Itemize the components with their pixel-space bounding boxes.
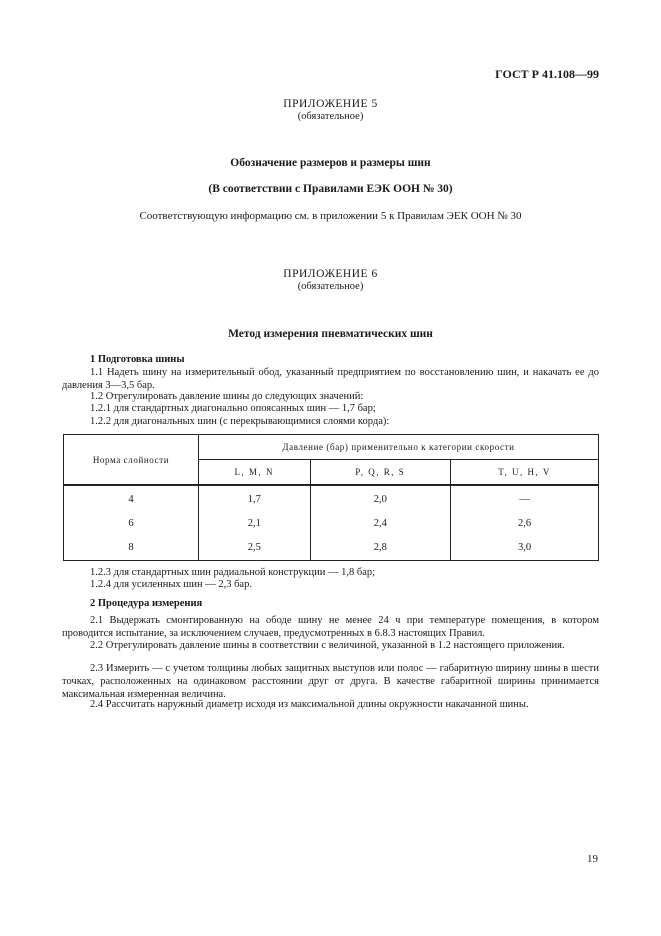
appendix5-heading: Обозначение размеров и размеры шин (230, 157, 431, 169)
speed-pqrs-column (310, 485, 451, 561)
column-header-speed-lmn: L, M, N (199, 460, 311, 486)
table-cell: 1,7 (247, 494, 261, 505)
paragraph-1-2-4: 1.2.4 для усиленных шин — 2,3 бар. (90, 579, 252, 590)
paragraph-1-2-2: 1.2.2 для диагональных шин (с перекрывающимися слоями корда): (90, 416, 390, 427)
ply-rating-column (64, 485, 199, 561)
appendix6-heading: Метод измерения пневматических шин (228, 328, 433, 340)
page-number: 19 (587, 853, 598, 865)
table-cell: 6 (128, 518, 134, 529)
appendix5-note: Соответствующую информацию см. в приложении 5 к Правилам ЭЕК ООН № 30 (139, 210, 522, 222)
table-cell: 2,5 (247, 542, 261, 553)
table-cell: 2,8 (373, 542, 387, 553)
appendix5-title: ПРИЛОЖЕНИЕ 5 (283, 98, 378, 110)
pressure-table (63, 434, 599, 561)
column-header-pressure-group: Давление (бар) применительно к категории скорости (199, 435, 599, 460)
table-cell: 8 (128, 542, 134, 553)
table-body-row (64, 485, 599, 561)
table-cell: 2,1 (247, 518, 261, 529)
appendix5-subheading: (В соответствии с Правилами ЕЭК ООН № 30) (208, 183, 453, 195)
speed-lmn-column (199, 485, 311, 561)
column-header-ply-rating: Норма слойности (64, 435, 199, 486)
speed-tuhv-column (451, 485, 599, 561)
paragraph-1-2-3: 1.2.3 для стандартных шин радиальной конструкции — 1,8 бар; (90, 567, 376, 578)
appendix6-title: ПРИЛОЖЕНИЕ 6 (283, 268, 378, 280)
column-header-speed-tuhv: T, U, H, V (451, 460, 599, 486)
paragraph-2-4: 2.4 Рассчитать наружный диаметр исходя из максимальной длины окружности накачанной шины. (90, 699, 529, 710)
paragraph-2-3: 2.3 Измерить — с учетом толщины любых защитных выступов или полос — габаритную ширину шины в шести точках, расположенных на одинаковом расстоянии друг от друга. В качестве габаритной ширины принимается максимальная измеренная величина. (62, 663, 599, 700)
appendix6-status: (обязательное) (297, 281, 364, 292)
table-cell: 2,4 (373, 518, 387, 529)
paragraph-1-2: 1.2 Отрегулировать давление шины до следующих значений: (90, 391, 364, 402)
paragraph-1-1: 1.1 Надеть шину на измерительный обод, указанный предприятием по восстановлению шин, и накачать ее до давления 3—3,5 бар. (62, 367, 599, 391)
section2-title: 2 Процедура измерения (90, 598, 203, 609)
paragraph-2-2: 2.2 Отрегулировать давление шины в соответствии с величиной, указанной в 1.2 настоящего приложения. (90, 640, 565, 651)
table-cell: — (519, 494, 530, 505)
table-cell: 3,0 (517, 542, 532, 553)
paragraph-2-1: 2.1 Выдержать смонтированную на ободе шину не менее 24 ч при температуре помещения, в котором проводится испытание, за исключением случаев, предусмотренных в 6.8.3 настоящих Правил. (62, 615, 599, 639)
table-cell: 4 (128, 494, 134, 505)
section1-title: 1 Подготовка шины (90, 354, 185, 365)
appendix5-status: (обязательное) (297, 111, 364, 122)
standard-code: ГОСТ Р 41.108—99 (495, 67, 599, 81)
column-header-speed-pqrs: P, Q, R, S (310, 460, 451, 486)
table-cell: 2,6 (517, 518, 532, 529)
paragraph-1-2-1: 1.2.1 для стандартных диагонально опоясанных шин — 1,7 бар; (90, 403, 376, 414)
table-cell: 2,0 (373, 494, 387, 505)
